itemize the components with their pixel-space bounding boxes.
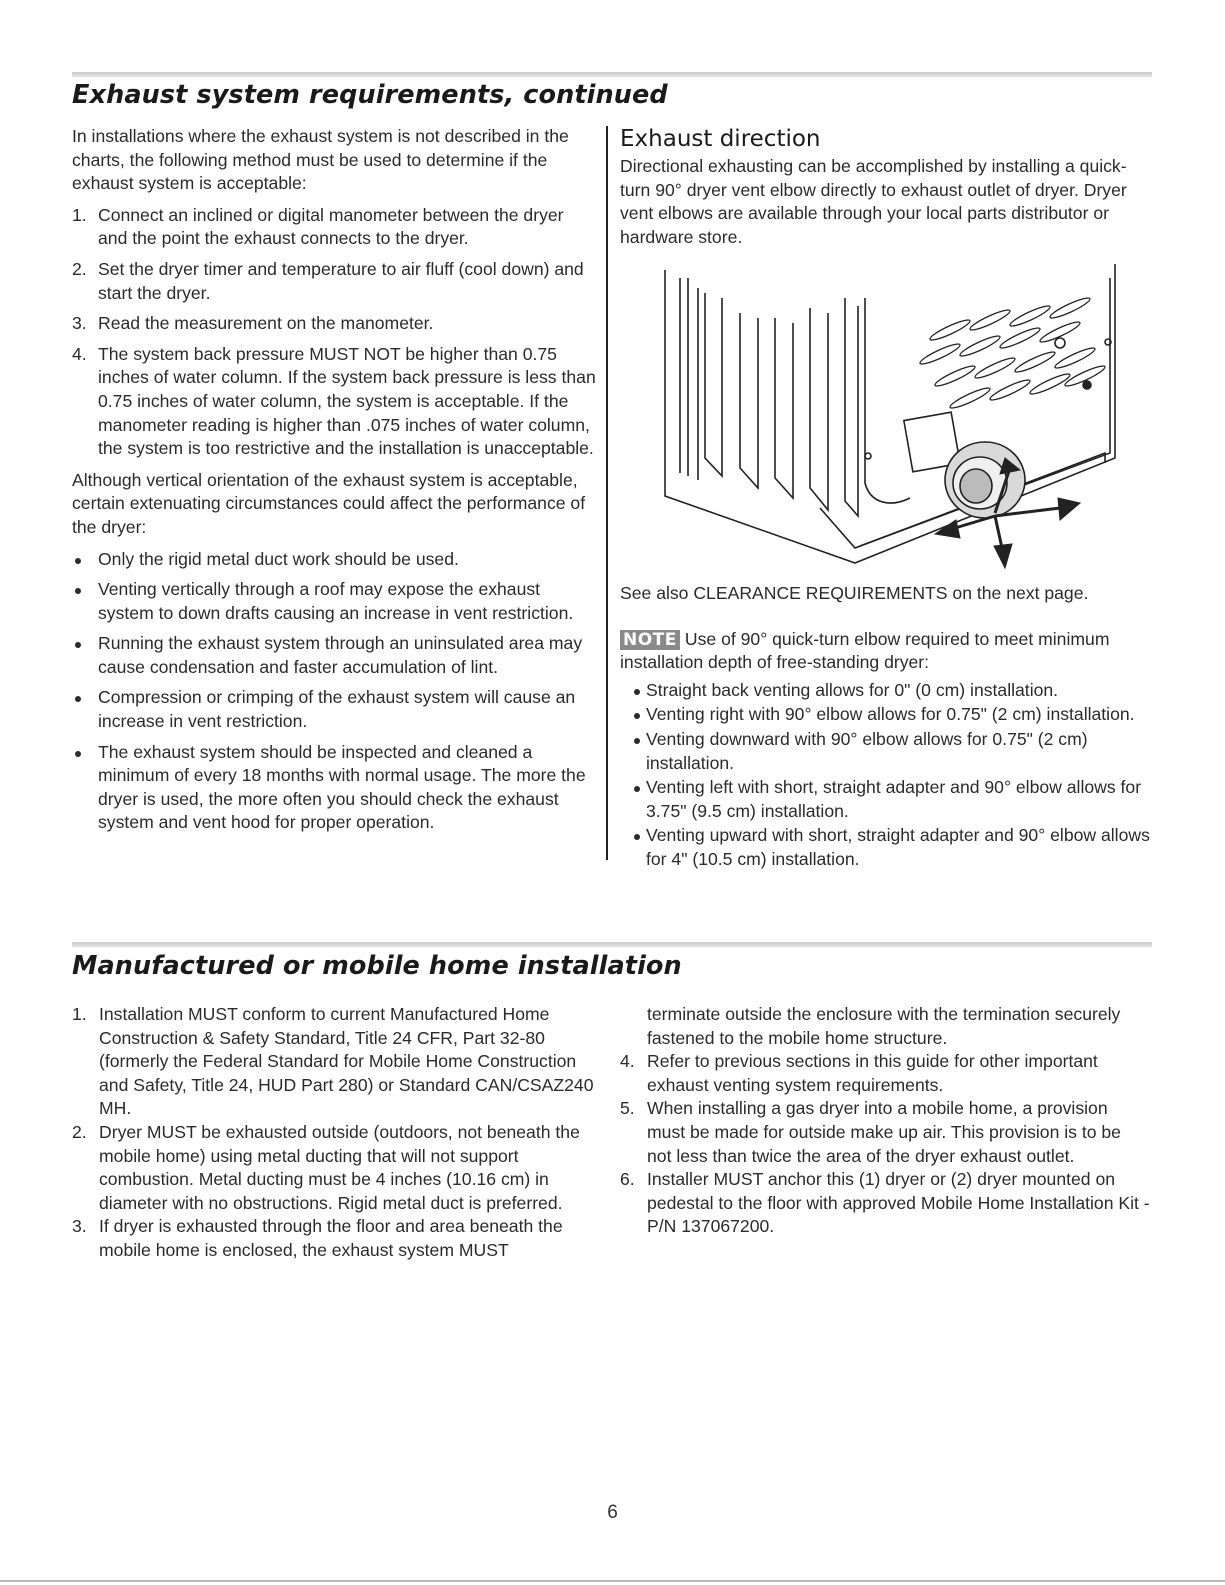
bullet-item: Running the exhaust system through an uninsulated area may cause condensation and faster accumulation of lint.: [72, 632, 597, 679]
note-paragraph: [620, 628, 1155, 675]
note-bullet-item: Venting downward with 90° elbow allows for 0.75" (2 cm) installation.: [620, 728, 1155, 775]
step-item: 1. Connect an inclined or digital manometer between the dryer and the point the exhaust connects to the dryer.: [72, 204, 564, 249]
section-title-mobile-home: Manufactured or mobile home installation: [72, 951, 682, 981]
exhaust-direction-body: Directional exhausting can be accomplished by installing a quick-turn 90° dryer vent elbow directly to exhaust outlet of dryer. Dryer vent elbows are available through your local parts distributor or hardware store.: [620, 156, 1127, 247]
mobile-right-column: [620, 1003, 1150, 1239]
bullet-item: Venting vertically through a roof may expose the exhaust system to down drafts causing an increase in vent restriction.: [72, 578, 597, 625]
mobile-item: 1. Installation MUST conform to current Manufactured Home Construction & Safety Standard, Title 24 CFR, Part 32-80 (formerly the Federal Standard for Mobile Home Construction and Safety, Title 24, HUD Part 280) or Standard CAN/CSAZ240 MH.: [72, 1004, 594, 1119]
column-divider: [606, 126, 608, 860]
step-item: 3. Read the measurement on the manometer.: [72, 313, 434, 334]
note-bullet-item: Venting left with short, straight adapter and 90° elbow allows for 3.75" (9.5 cm) installation.: [620, 776, 1155, 823]
intro-paragraph: In installations where the exhaust system is not described in the charts, the following method must be used to determine if the exhaust system is acceptable:: [72, 126, 569, 194]
page-bottom-edge: [0, 1580, 1225, 1582]
mobile-item: 6. Installer MUST anchor this (1) dryer or (2) dryer mounted on pedestal to the floor with approved Mobile Home Installation Kit - P/N 137067200.: [620, 1169, 1150, 1237]
note-bullet-item: Straight back venting allows for 0" (0 cm) installation.: [620, 679, 1155, 703]
section-title-exhaust: Exhaust system requirements, continued: [72, 80, 668, 110]
exhaust-left-column: [72, 125, 597, 842]
top-rule: [72, 72, 1152, 77]
mobile-item: 5. When installing a gas dryer into a mobile home, a provision must be made for outside make up air. This provision is to be not less than twice the area of the dryer exhaust outlet.: [620, 1098, 1121, 1166]
step-item: 4. The system back pressure MUST NOT be higher than 0.75 inches of water column. If the system back pressure is less than 0.75 inches of water column, the system is acceptable. If the manometer reading is higher than .075 inches of water column, the system is too restrictive and the installation is unacceptable.: [72, 343, 596, 459]
step-item: 2. Set the dryer timer and temperature to air fluff (cool down) and start the dryer.: [72, 258, 584, 303]
bullet-item: Compression or crimping of the exhaust system will cause an increase in vent restriction.: [72, 686, 597, 733]
dryer-exhaust-illustration: [650, 258, 1130, 578]
note-bullet-item: Venting upward with short, straight adapter and 90° elbow allows for 4" (10.5 cm) installation.: [620, 824, 1155, 871]
mobile-item: 4. Refer to previous sections in this guide for other important exhaust venting system requirements.: [620, 1051, 1098, 1095]
note-area: [620, 582, 1155, 873]
vertical-orientation-paragraph: Although vertical orientation of the exhaust system is acceptable, certain extenuating circumstances could affect the performance of the dryer:: [72, 469, 586, 537]
note-badge: NOTE: [620, 630, 680, 650]
bullet-item: The exhaust system should be inspected and cleaned a minimum of every 18 months with normal usage. The more the dryer is used, the more often you should check the exhaust system and vent hood for proper operation.: [72, 741, 597, 835]
mobile-list-left: [72, 1003, 602, 1263]
mobile-left-column: [72, 1003, 602, 1263]
exhaust-direction-heading: Exhaust direction: [620, 126, 821, 152]
mobile-item: 3. If dryer is exhausted through the floor and area beneath the mobile home is enclosed, the exhaust system MUST: [72, 1216, 563, 1260]
note-text: Use of 90° quick-turn elbow required to meet minimum installation depth of free-standing dryer:: [620, 628, 1110, 673]
mobile-item: 2. Dryer MUST be exhausted outside (outdoors, not beneath the mobile home) using metal ducting that will not support combustion. Metal ducting must be 4 inches (10.16 cm) in diameter with no obstructions. Rigid metal duct is preferred.: [72, 1121, 580, 1213]
page-number: 6: [607, 1502, 618, 1523]
mobile-continuation: terminate outside the enclosure with the termination securely fastened to the mobile home structure.: [647, 1004, 1121, 1048]
section2-rule: [72, 942, 1152, 947]
note-bullet-item: Venting right with 90° elbow allows for 0.75" (2 cm) installation.: [620, 703, 1155, 727]
note-bullets: [620, 679, 1155, 872]
bullet-item: Only the rigid metal duct work should be used.: [72, 548, 597, 572]
vertical-bullets: [72, 548, 597, 836]
see-also-text: See also CLEARANCE REQUIREMENTS on the next page.: [620, 583, 1089, 603]
steps-list: [72, 204, 597, 461]
exhaust-direction-column: [620, 125, 1155, 257]
mobile-list-right: [620, 1050, 1150, 1239]
